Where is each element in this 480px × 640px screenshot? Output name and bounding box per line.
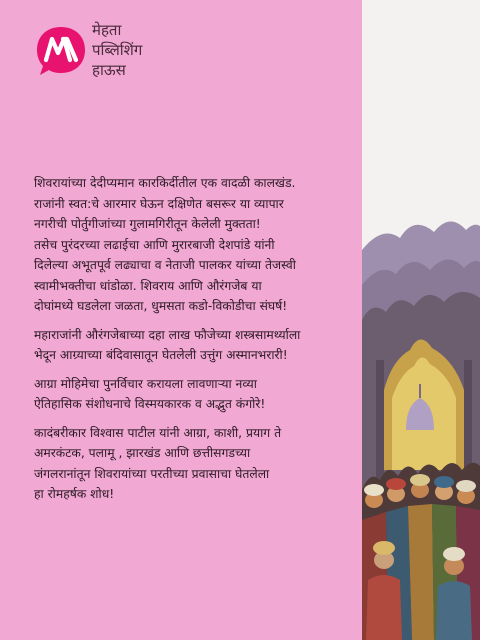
cover-artwork [362,0,480,640]
blurb-line: राजांनी स्वत:चे आरमार घेऊन दक्षिणेत बसरूर या व्यापार [34,196,284,211]
publisher-name-line-1: मेहता [92,21,122,39]
blurb-paragraph-1 [34,173,358,317]
blurb-line: दिलेल्या अभूतपूर्व लढ्याचा व नेताजी पालकर यांच्या तेजस्वी [34,258,296,272]
publisher-logo [34,18,214,82]
blurb-line: कादंबरीकार विश्वास पाटील यांनी आग्रा, काशी, प्रयाग ते [34,425,282,440]
publisher-name-line-2: पब्लिशिंग [92,41,143,59]
blurb-line: तसेच पुरंदरच्या लढाईचा आणि मुरारबाजी देशपांडे यांनी [34,237,275,252]
blurb-paragraph-2 [34,325,358,366]
blurb-line: महाराजांनी औरंगजेबाच्या दहा लाख फौजेच्या शस्त्रसामर्थ्याला [34,327,301,342]
blurb-line: ऐतिहासिक संशोधनाचे विस्मयकारक व अद्भुत कंगोरे! [34,397,266,411]
blurb-line: जंगलरानांतून शिवरायांच्या परतीच्या प्रवासाचा घेतलेला [34,466,270,481]
mughal-court-illustration-icon [362,0,480,640]
blurb-line: अमरकंटक, पलामू , झारखंड आणि छत्तीसगडच्या [34,446,251,460]
blurb-paragraph-3 [34,374,358,415]
blurb-line: नगरीची पोर्तुगीजांच्या गुलामगिरीतून केलेली मुक्तता! [34,217,261,231]
mehta-speech-bubble-logo-icon [34,24,88,78]
blurb-line: हा रोमहर्षक शोध! [34,487,115,501]
blurb-line: शिवरायांच्या देदीप्यमान कारकिर्दीतील एक वादळी कालखंड. [34,176,296,190]
blurb-paragraph-4 [34,423,358,505]
blurb-line: भेदून आग्र्याच्या बंदिवासातून घेतलेली उत्तुंग अस्मानभरारी! [34,348,288,362]
book-blurb [34,173,358,513]
publisher-name-line-3: हाऊस [92,61,126,79]
blurb-line: आग्रा मोहिमेचा पुनर्विचार करायला लावणाऱ्या नव्या [34,376,257,391]
blurb-line: स्वामीभक्तीचा धांडोळा. शिवराय आणि औरंगजेब या [34,278,262,293]
publisher-name [92,20,212,80]
blurb-line: दोघांमध्ये घडलेला जळता, धुमसता कडो-विकोडीचा संघर्ष! [34,299,288,313]
